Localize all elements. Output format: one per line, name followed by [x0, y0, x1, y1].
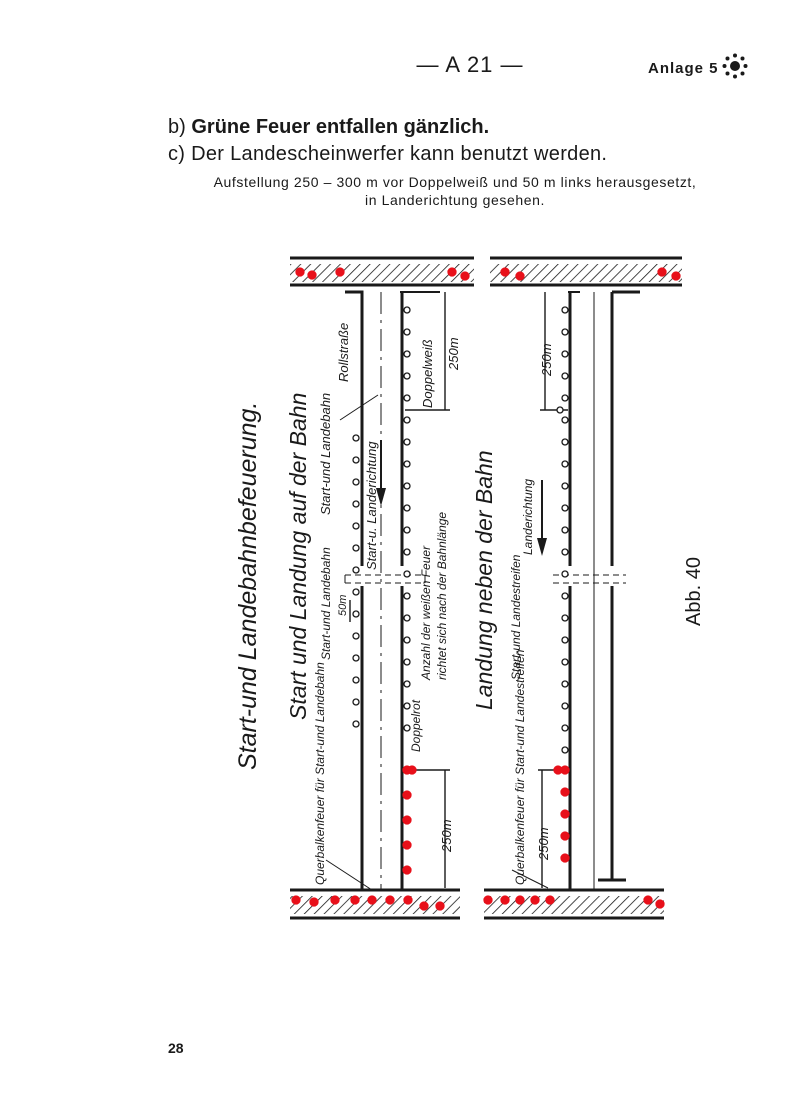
white-edge-light: [353, 567, 359, 573]
white-edge-light: [404, 505, 410, 511]
threshold-red-light: [386, 896, 394, 904]
label-250m-d: 250m: [536, 827, 551, 860]
red-light: [561, 854, 569, 862]
white-edge-light: [404, 637, 410, 643]
item-b-letter: b): [168, 116, 186, 138]
white-edge-light: [562, 527, 568, 533]
white-edge-light: [562, 593, 568, 599]
threshold-red-light: [292, 896, 300, 904]
label-rollstrasse: Rollstraße: [336, 322, 351, 382]
white-edge-light: [562, 439, 568, 445]
white-edge-light: [562, 637, 568, 643]
red-light: [561, 832, 569, 840]
left-top-threshold: [290, 258, 474, 285]
threshold-red-light: [484, 896, 492, 904]
label-250m-a: 250m: [446, 337, 461, 370]
white-edge-light: [353, 699, 359, 705]
white-edge-light: [562, 373, 568, 379]
figure-labels: [234, 323, 705, 885]
white-edge-light: [562, 703, 568, 709]
threshold-red-light: [461, 272, 469, 280]
threshold-red-light: [656, 900, 664, 908]
white-edge-light: [353, 523, 359, 529]
white-edge-light: [562, 615, 568, 621]
white-edge-light: [562, 483, 568, 489]
threshold-red-light: [420, 902, 428, 910]
label-querbalken-left: Querbalkenfeuer für Start-und Landebahn: [313, 662, 327, 885]
white-edge-light: [404, 351, 410, 357]
white-edge-light: [562, 461, 568, 467]
white-edge-light: [562, 351, 568, 357]
red-light: [403, 791, 411, 799]
threshold-red-light: [658, 268, 666, 276]
white-edge-light: [404, 659, 410, 665]
page-number: — A 21 —: [416, 52, 524, 77]
threshold-red-light: [436, 902, 444, 910]
white-edge-light: [404, 681, 410, 687]
label-start-u-landerichtung: Start-u. Landerichtung: [364, 441, 379, 570]
threshold-red-light: [404, 896, 412, 904]
white-edge-light: [562, 747, 568, 753]
threshold-red-light: [448, 268, 456, 276]
right-bottom-threshold: [484, 890, 664, 918]
main-title: Start-und Landebahnbefeuerung.: [234, 401, 262, 770]
label-landerichtung: Landerichtung: [521, 478, 535, 555]
white-edge-light: [562, 549, 568, 555]
item-b-text: Grüne Feuer entfallen gänzlich.: [191, 116, 490, 138]
threshold-red-light: [331, 896, 339, 904]
threshold-red-light: [368, 896, 376, 904]
threshold-red-light: [310, 898, 318, 906]
threshold-red-light: [308, 271, 316, 279]
label-start-und-landestreifen: Start-und Landestreifen: [509, 554, 523, 680]
white-edge-light: [353, 479, 359, 485]
threshold-red-light: [336, 268, 344, 276]
red-light: [561, 810, 569, 818]
threshold-red-light: [516, 272, 524, 280]
threshold-red-light: [296, 268, 304, 276]
white-edge-light: [353, 545, 359, 551]
annex-label: Anlage 5: [648, 60, 719, 77]
label-querbalken-right: Querbalkenfeuer für Start-und Landestreifen: [513, 649, 527, 885]
direction-arrow-right: [537, 538, 547, 556]
white-edge-light: [404, 439, 410, 445]
figure-number: Abb. 40: [683, 557, 705, 626]
label-doppelweiss: Doppelweiß: [420, 339, 435, 408]
label-250m-b: 250m: [439, 819, 454, 852]
white-edge-light: [353, 633, 359, 639]
white-edge-light: [404, 373, 410, 379]
white-edge-light: [557, 407, 563, 413]
white-edge-light: [353, 721, 359, 727]
threshold-red-light: [672, 272, 680, 280]
white-edge-light: [562, 725, 568, 731]
label-250m-c: 250m: [539, 343, 554, 376]
white-edge-light: [353, 457, 359, 463]
white-edge-light: [353, 589, 359, 595]
right-runway: [553, 292, 640, 890]
item-c: c) Der Landescheinwerfer kann benutzt werden.: [168, 143, 608, 165]
red-light: [554, 766, 562, 774]
white-edge-light: [353, 677, 359, 683]
white-edge-light: [404, 483, 410, 489]
red-light: [403, 816, 411, 824]
white-edge-light: [562, 307, 568, 313]
label-anzahl-2: richtet sich nach der Bahnlänge: [435, 511, 449, 680]
white-edge-light: [404, 527, 410, 533]
white-edge-light: [562, 571, 568, 577]
white-edge-light: [404, 549, 410, 555]
white-edge-light: [404, 417, 410, 423]
threshold-red-light: [546, 896, 554, 904]
red-light: [408, 766, 416, 774]
note-line-1: Aufstellung 250 – 300 m vor Doppelweiß und 50 m links herausgesetzt,: [213, 174, 697, 190]
white-edge-light: [562, 505, 568, 511]
label-doppelrot: Doppelrot: [409, 699, 423, 752]
left-title: Start und Landung auf der Bahn: [285, 392, 311, 720]
threshold-red-light: [501, 896, 509, 904]
red-light: [561, 788, 569, 796]
white-edge-light: [404, 329, 410, 335]
label-start-und-landebahn: Start-und Landebahn: [318, 392, 333, 515]
white-edge-light: [404, 461, 410, 467]
label-anzahl-1: Anzahl der weißen Feuer: [419, 545, 433, 680]
white-edge-light: [562, 395, 568, 401]
threshold-red-light: [351, 896, 359, 904]
white-edge-light: [404, 615, 410, 621]
white-edge-light: [353, 435, 359, 441]
white-edge-light: [404, 571, 410, 577]
white-edge-light: [353, 655, 359, 661]
white-edge-light: [562, 681, 568, 687]
note-line-2: in Landerichtung gesehen.: [364, 192, 546, 208]
red-light: [403, 841, 411, 849]
right-title: Landung neben der Bahn: [471, 450, 497, 710]
threshold-red-light: [644, 896, 652, 904]
white-edge-light: [404, 593, 410, 599]
threshold-red-light: [531, 896, 539, 904]
red-light: [403, 866, 411, 874]
label-50m: 50m: [337, 594, 349, 616]
white-edge-light: [353, 501, 359, 507]
white-edge-light: [353, 611, 359, 617]
threshold-red-light: [501, 268, 509, 276]
white-edge-light: [562, 417, 568, 423]
white-edge-light: [562, 329, 568, 335]
threshold-red-light: [516, 896, 524, 904]
white-edge-light: [404, 307, 410, 313]
white-edge-light: [562, 659, 568, 665]
label-start-und-landebahn-2: Start-und Landebahn: [319, 547, 333, 660]
right-top-threshold: [490, 258, 682, 285]
white-edge-light: [404, 395, 410, 401]
page-footer-number: 28: [168, 1040, 184, 1056]
